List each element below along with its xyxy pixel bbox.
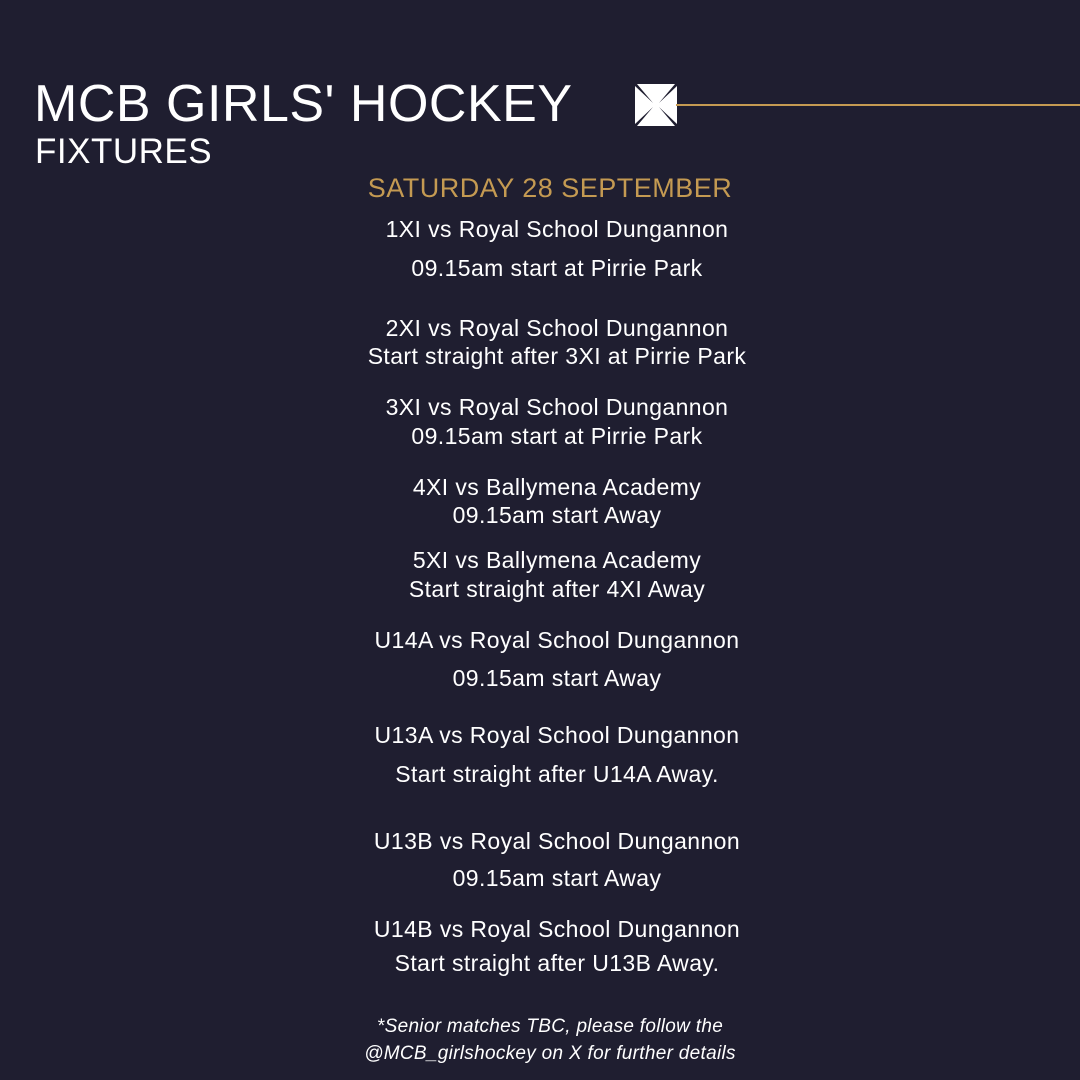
fixture-8-match: U13B vs Royal School Dungannon <box>373 828 741 854</box>
fixture-3-match: 3XI vs Royal School Dungannon <box>385 394 729 420</box>
fixture-4-detail: 09.15am start Away <box>452 502 662 528</box>
maltese-cross-icon <box>633 82 679 128</box>
fixture-9-detail: Start straight after U13B Away. <box>394 950 720 976</box>
footnote-line-1: *Senior matches TBC, please follow the <box>376 1016 724 1037</box>
fixture-5-match: 5XI vs Ballymena Academy <box>412 547 702 573</box>
footnote-line-2: @MCB_girlshockey on X for further details <box>364 1043 736 1064</box>
fixture-date: SATURDAY 28 SEPTEMBER <box>367 173 733 203</box>
fixture-8-detail: 09.15am start Away <box>452 865 662 891</box>
header-divider <box>676 104 1080 106</box>
fixture-5-detail: Start straight after 4XI Away <box>408 576 706 602</box>
fixture-9-match: U14B vs Royal School Dungannon <box>373 916 741 942</box>
page-subtitle: FIXTURES <box>35 132 213 171</box>
fixture-1-match: 1XI vs Royal School Dungannon <box>385 216 729 242</box>
fixture-1-detail: 09.15am start at Pirrie Park <box>411 255 703 281</box>
fixture-4-match: 4XI vs Ballymena Academy <box>412 474 702 500</box>
page-title: MCB GIRLS' HOCKEY <box>34 75 573 133</box>
fixture-7-match: U13A vs Royal School Dungannon <box>374 722 740 748</box>
fixture-2-detail: Start straight after 3XI at Pirrie Park <box>367 343 747 369</box>
fixture-3-detail: 09.15am start at Pirrie Park <box>411 423 703 449</box>
fixture-7-detail: Start straight after U14A Away. <box>395 761 719 787</box>
fixture-6-match: U14A vs Royal School Dungannon <box>374 627 740 653</box>
fixture-2-match: 2XI vs Royal School Dungannon <box>385 315 729 341</box>
fixture-6-detail: 09.15am start Away <box>452 665 662 691</box>
